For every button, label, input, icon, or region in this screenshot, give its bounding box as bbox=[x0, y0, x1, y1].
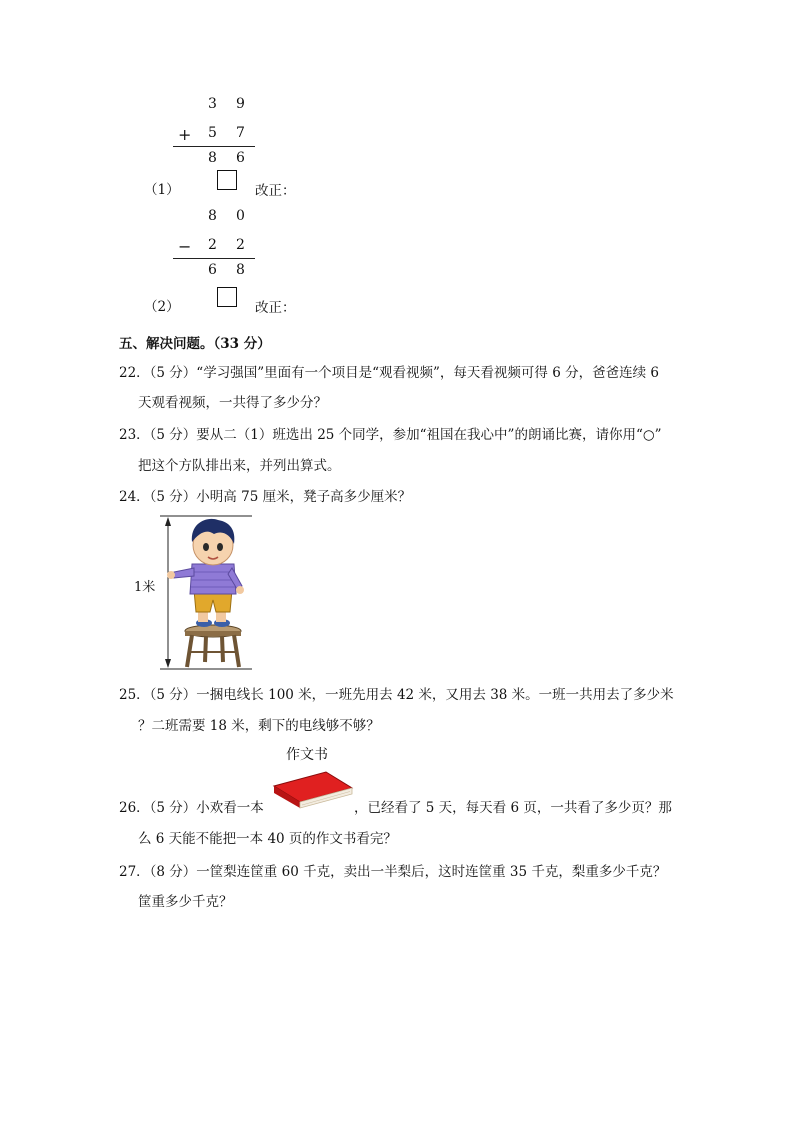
q25-line1: 25．（5 分）一捆电线长 100 米，一班先用去 42 米，又用去 38 米。一班一共用去了多少米 bbox=[119, 687, 674, 703]
calc1-result-ones: 6 bbox=[236, 150, 245, 166]
calc2-fix-label: 改正： bbox=[255, 300, 296, 316]
calc2-row2-ones: 2 bbox=[236, 237, 245, 253]
calc2-row2-tens: 2 bbox=[208, 237, 217, 253]
calc2-row1-tens: 8 bbox=[208, 208, 217, 224]
q26-line1a: 26．（5 分）小欢看一本 bbox=[119, 800, 264, 816]
q24-figure bbox=[130, 512, 255, 674]
calc2-diff-line bbox=[173, 258, 255, 259]
calc1-fix-label: 改正： bbox=[255, 183, 296, 199]
q23-line2: 把这个方队排出来，并列出算式。 bbox=[138, 458, 341, 474]
book-icon bbox=[270, 768, 354, 810]
section-title: 五、解决问题。（33 分） bbox=[119, 336, 271, 352]
calc2-result-ones: 8 bbox=[236, 262, 245, 278]
calc1-row1-ones: 9 bbox=[236, 96, 245, 112]
q27-line2: 筐重多少千克？ bbox=[138, 894, 233, 910]
q26-book-label: 作文书 bbox=[286, 747, 328, 763]
q27-line1: 27．（8 分）一筐梨连筐重 60 千克，卖出一半梨后，这时连筐重 35 千克，梨重多少千克？ bbox=[119, 864, 667, 880]
q22-line2: 天观看视频，一共得了多少分？ bbox=[138, 395, 327, 411]
q25-line2: ？二班需要 18 米，剩下的电线够不够？ bbox=[138, 718, 380, 734]
q26-line1b: ，已经看了 5 天，每天看 6 页，一共看了多少页？那 bbox=[354, 800, 672, 816]
calc2-label: （2） bbox=[144, 299, 180, 315]
calc2-judge-box[interactable] bbox=[217, 287, 237, 307]
calc2-operator: − bbox=[178, 237, 192, 256]
calc1-label: （1） bbox=[144, 182, 180, 198]
calc1-row2-tens: 5 bbox=[208, 125, 217, 141]
q22-line1: 22．（5 分）“学习强国”里面有一个项目是“观看视频”，每天看视频可得 6 分，爸爸连续 6 bbox=[119, 365, 659, 381]
q24-line1: 24．（5 分）小明高 75 厘米，凳子高多少厘米？ bbox=[119, 489, 412, 505]
calc1-result-tens: 8 bbox=[208, 150, 217, 166]
calc2-row1-ones: 0 bbox=[236, 208, 245, 224]
calc1-sum-line bbox=[173, 146, 255, 147]
calc1-operator: + bbox=[178, 125, 192, 144]
q23-line1: 23．（5 分）要从二（1）班选出 25 个同学，参加“祖国在我心中”的朗诵比赛，请你用“○” bbox=[119, 427, 662, 443]
calc1-judge-box[interactable] bbox=[217, 170, 237, 190]
calc2-result-tens: 6 bbox=[208, 262, 217, 278]
calc1-row1-tens: 3 bbox=[208, 96, 217, 112]
q26-line2: 么 6 天能不能把一本 40 页的作文书看完？ bbox=[138, 831, 397, 847]
calc1-row2-ones: 7 bbox=[236, 125, 245, 141]
q24-height-label: 1米 bbox=[134, 580, 156, 595]
